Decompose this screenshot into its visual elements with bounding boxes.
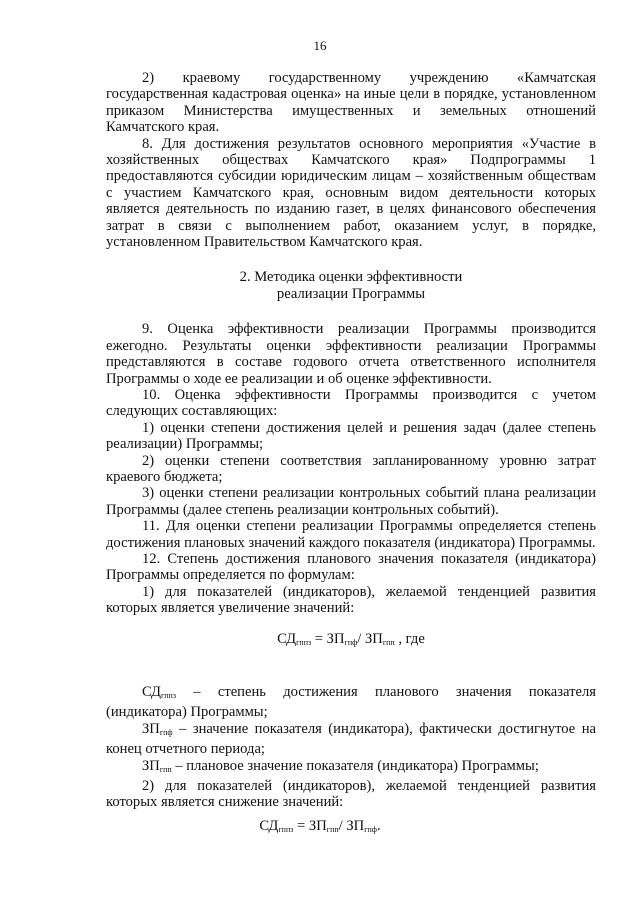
paragraph-2-kraevomu: 2) краевому государственному учреждению «Камчатская государственная кадастровая оценка» на иные цели в порядке, установленном приказом Министерства имущественных и земельных отношений Камчатского края.: [106, 70, 596, 136]
paragraph-12-2: 2) для показателей (индикаторов), желаемой тенденцией развития которых является снижение значений:: [106, 778, 596, 811]
section-title-line-2: реализации Программы: [276, 285, 426, 302]
paragraph-10: 10. Оценка эффективности Программы производится с учетом следующих составляющих:: [106, 386, 596, 420]
formula1-eq: = ЗП: [311, 630, 345, 647]
def2-text: – значение показателя (индикатора), фактически достигнутое на конец отчетного периода;: [106, 720, 596, 758]
definition-zp-plan: [106, 758, 596, 778]
def3-term: ЗП: [142, 757, 160, 774]
page-number: 16: [313, 38, 327, 53]
formula1-lhs: СД: [277, 630, 297, 647]
paragraph-10-1: 1) оценки степени достижения целей и решения задач (далее степень реализации) Программы;: [106, 419, 596, 453]
formula1-slash: / ЗП: [357, 630, 383, 647]
definition-sd: [106, 684, 596, 721]
def2-term-sub: гпф: [159, 727, 173, 737]
paragraph-10-3: 3) оценки степени реализации контрольных событий плана реализации Программы (далее степень реализации контрольных событий).: [106, 485, 596, 518]
paragraph-12-1: 1) для показателей (индикаторов), желаемой тенденцией развития которых является увеличение значений:: [106, 583, 596, 617]
formula2-lhs-sub: гппз: [278, 825, 294, 834]
formula1-zp1-sub: гпф: [344, 637, 358, 647]
formula2-tail: .: [376, 818, 381, 834]
paragraph-10-2: 2) оценки степени соответствия запланированному уровню затрат краевого бюджета;: [106, 452, 596, 485]
def1-term: СД: [142, 684, 161, 700]
paragraph-12: 12. Степень достижения планового значения показателя (индикатора) Программы определяется по формулам:: [106, 550, 596, 584]
def1-text: – степень достижения планового значения показателя (индикатора) Программы;: [106, 684, 596, 721]
formula-decrease-wrap: [0, 818, 640, 838]
def1-term-sub: гппз: [160, 691, 176, 700]
formula1-zp2-sub: гпп: [382, 637, 395, 647]
formula2-eq: = ЗП: [293, 818, 327, 834]
def3-text: – плановое значение показателя (индикатора) Программы;: [171, 757, 539, 774]
section-title-line-1: 2. Методика оценки эффективности: [239, 269, 463, 286]
formula2-lhs: СД: [259, 818, 279, 834]
document-body: [106, 70, 596, 811]
formula2-slash: / ЗП: [338, 818, 365, 834]
formula-decrease: [0, 818, 640, 838]
formula2-zp1-sub: гпп: [326, 825, 339, 834]
paragraph-9: 9. Оценка эффективности реализации Программы производится ежегодно. Результаты оценки эффективности реализации Программы представляются в составе годового отчета ответственного исполнителя Программы о ходе ее реализации и об оценке эффективности.: [106, 321, 596, 387]
def3-term-sub: гпп: [159, 764, 172, 774]
paragraph-8: 8. Для достижения результатов основного мероприятия «Участие в хозяйственных обществах Камчатского края» Подпрограммы 1 предоставляются субсидии юридическим лицам – хозяйственным обществам с участием Камчатского края, основным видом деятельности которых является деятельность по изданию газет, в целях финансового обеспечения затрат в связи с выполнением работ, оказанием услуг, в порядке, установленном Правительством Камчатского края.: [106, 135, 596, 251]
formula2-zp2-sub: гпф: [364, 825, 377, 834]
formula1-lhs-sub: гппз: [296, 637, 312, 647]
formula1-tail: , где: [394, 630, 425, 647]
paragraph-11: 11. Для оценки степени реализации Программы определяется степень достижения плановых значений каждого показателя (индикатора) Программы.: [106, 518, 596, 551]
def2-term: ЗП: [142, 720, 160, 737]
formula-increase: [106, 631, 596, 651]
definition-zp-fact: [106, 721, 596, 758]
